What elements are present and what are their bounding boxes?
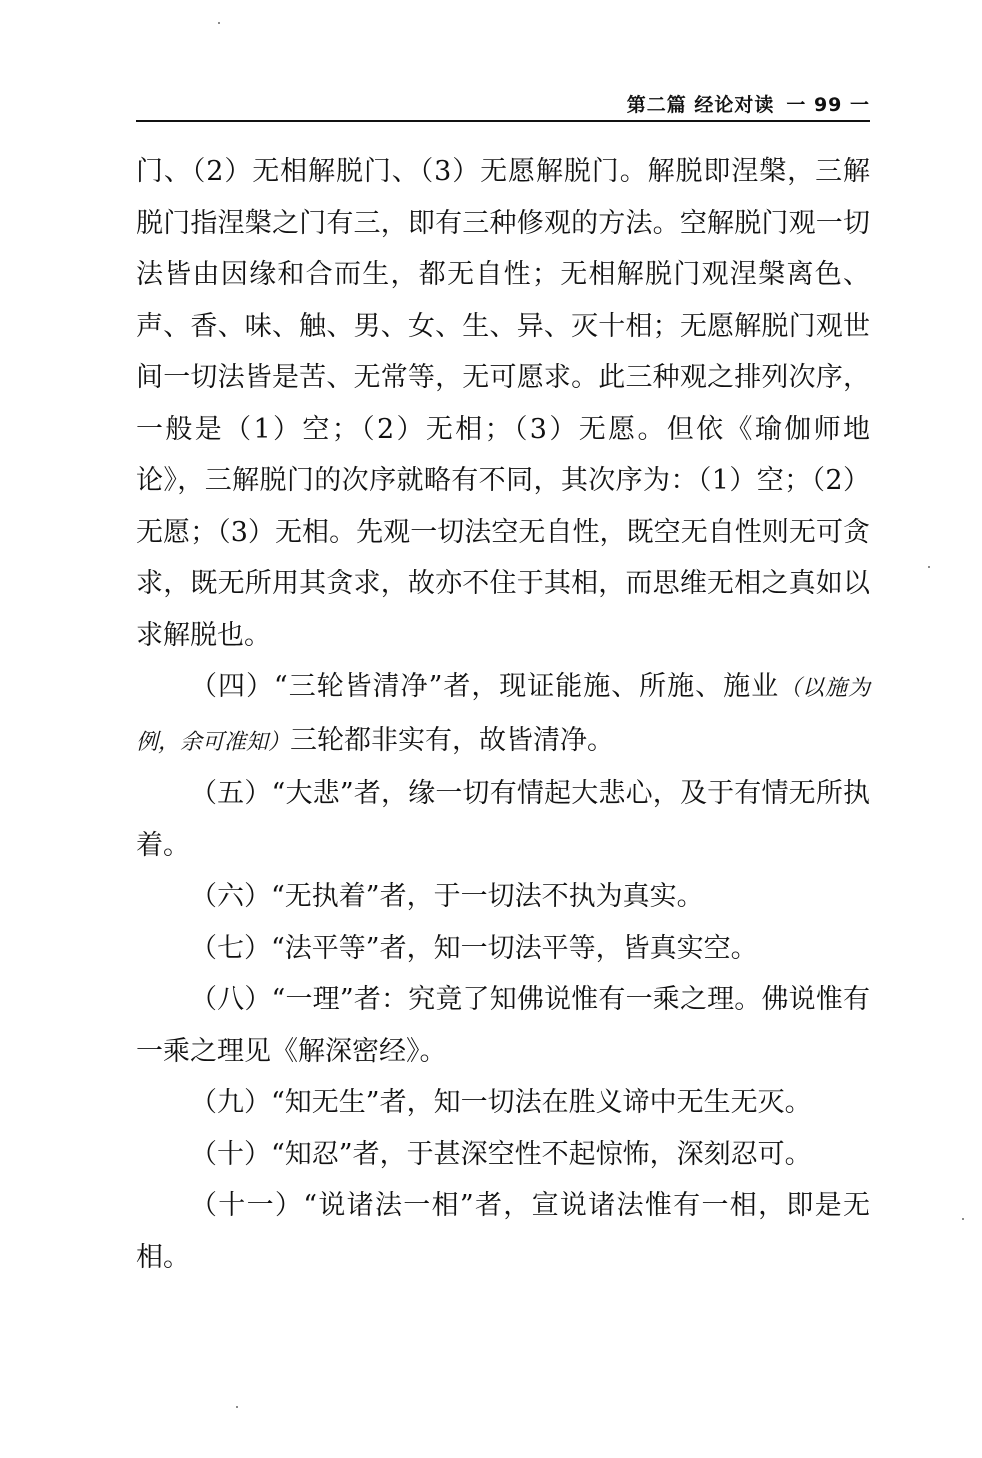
page-number: 一 99 一 xyxy=(786,93,870,116)
paragraph-item-4-text-a: （四）“三轮皆清净”者，现证能施、所施、施业 xyxy=(190,671,780,702)
paragraph-item-7: （七）“法平等”者，知一切法平等，皆真实空。 xyxy=(190,932,758,964)
paragraph-item-9: （九）“知无生”者，知一切法在胜义谛中无生无灭。 xyxy=(190,1087,812,1118)
scan-speck xyxy=(218,22,220,24)
paragraph-continued: 门、（2）无相解脱门、（3）无愿解脱门。解脱即涅槃，三解脱门指涅槃之门有三，即有三种修观的方法。空解脱门观一切法皆由因缘和合而生，都无自性；无相解脱门观涅槃离色、声、香、味、触、男、女、生、异、灭十相；无愿解脱门观世间一切法皆是苦、无常等，无可愿求。此三种观之排列次序，一般是（1）空；（2）无相；（3）无愿。但依《瑜伽师地论》，三解脱门的次序就略有不同，其次序为：（1）空；（2）无愿；（3）无相。先观一切法空无自性，既空无自性则无可贪求，既无所用其贪求，故亦不住于其相，而思维无相之真如以求解脱也。 xyxy=(136,156,870,651)
paragraph-item-6: （六）“无执着”者，于一切法不执为真实。 xyxy=(190,881,704,912)
paragraph-item-5: （五）“大悲”者，缘一切有情起大悲心，及于有情无所执着。 xyxy=(136,778,870,861)
running-header xyxy=(136,86,870,122)
scan-speck xyxy=(928,566,930,568)
paragraph-item-4 xyxy=(136,661,870,768)
paragraph-item-8: （八）“一理”者：究竟了知佛说惟有一乘之理。佛说惟有一乘之理见《解深密经》。 xyxy=(136,984,870,1067)
paragraph-item-4-note: （以施为例，余可准知） xyxy=(136,676,870,755)
paragraph-item-10: （十）“知忍”者，于甚深空性不起惊怖，深刻忍可。 xyxy=(190,1138,812,1170)
section-title: 第二篇 经论对读 xyxy=(626,93,775,116)
scan-speck xyxy=(962,1218,964,1220)
scan-speck xyxy=(236,1406,238,1408)
paragraph-item-4-text-b: 三轮都非实有，故皆清净。 xyxy=(290,724,615,756)
body-text xyxy=(136,146,870,1283)
paragraph-item-11: （十一）“说诸法一相”者，宣说诸法惟有一相，即是无相。 xyxy=(136,1190,870,1273)
